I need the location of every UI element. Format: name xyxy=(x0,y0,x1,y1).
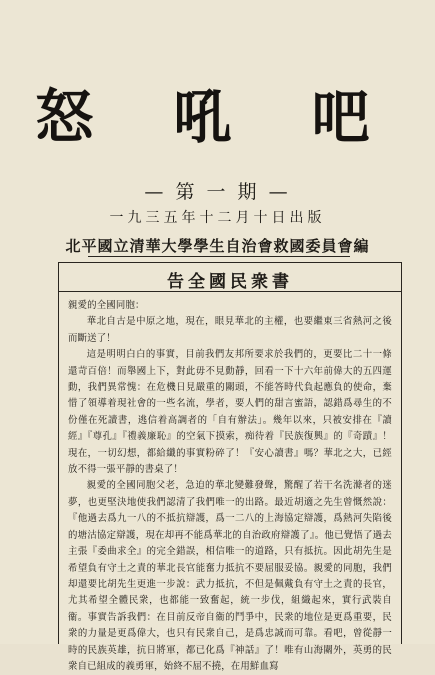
publisher-line: 北平國立清華大學學生自治會救國委員會編 xyxy=(65,237,370,255)
article-title: 告全國民衆書 xyxy=(167,272,293,292)
article-salutation: 親愛的全國同胞： xyxy=(68,300,145,311)
issue-number: — 第 一 期 — xyxy=(144,181,291,203)
publication-date: 一九三五年十二月十日出版 xyxy=(109,210,326,226)
article-paragraph: 這是明明白白的事實，目前我們友邦所要求於我們的，更要比二十一條還苛百倍！而舉國上下，對此毋不見動靜，回看一下十六年前偉大的五四運動，我們異常愧：在危機日見嚴重的關頭，不能答時代負起應負的使命，棄惜了領導着現社會的一些名流，學者，要人們的甜言蜜語，認錯爲尋生的不份僅在死讀書，逃信着高調者的「自有辦法」。幾年以來，只被安排在『讀經』『尊孔』『禮義廉恥』的空氣下摸索，痴待着『民族復興』的『奇蹟』！現在，一切幻想，都給纖的事實粉碎了！『安心讀書』嗎？華北之大，已經放不得一張平靜的書桌了！ xyxy=(68,349,392,476)
article-paragraph: 親愛的全國同胞父老，急迫的華北變難發聲，驚醒了若干名洗滌者的迷夢，也更堅決地使我們認清了我們唯一的出路。最近胡適之先生曾慨然說：『他過去爲九一八的不抵抗辯護，爲一二八的上海協定辯護，爲熱河失陷後的塘沽協定辯護，現在却再不能爲華北的自治政府辯護了』。他已覺悟了過去主張『委曲求全』的完全錯誤，相信唯一的道路，只有抵抗。因此胡先生是希望負有守土之責的華北長官能奮力抵抗不要屈服妥協。親愛的同胞，我們却還要比胡先生更進一步說：武力抵抗，不但是佩戴負有守土之責的長官，尤其希望全體民衆，也都能一致奮起，統一步伐，組織起來，實行武裝自衞。事實告訴我們：在目前反帝自衞的鬥爭中，民衆的地位是更爲重要，民衆的力量是更爲偉大，也只有民衆自己，是爲忠誠而可靠。看吧，曾從靜一時的民族英雄，抗日將軍，都已化爲『神話』了！唯有山海關外，英勇的民衆自已組成的義勇軍，始終不屈不撓，在用鮮血寫 xyxy=(68,480,392,672)
article-body xyxy=(59,295,401,675)
article-paragraph: 華北自古是中原之地，現在，眼見華北的主權，也要繼東三省熱河之後而斷送了！ xyxy=(68,316,392,344)
masthead-title: 怒 吼 吧 xyxy=(35,83,400,151)
article-box xyxy=(58,262,402,672)
publisher-underline xyxy=(88,256,350,257)
